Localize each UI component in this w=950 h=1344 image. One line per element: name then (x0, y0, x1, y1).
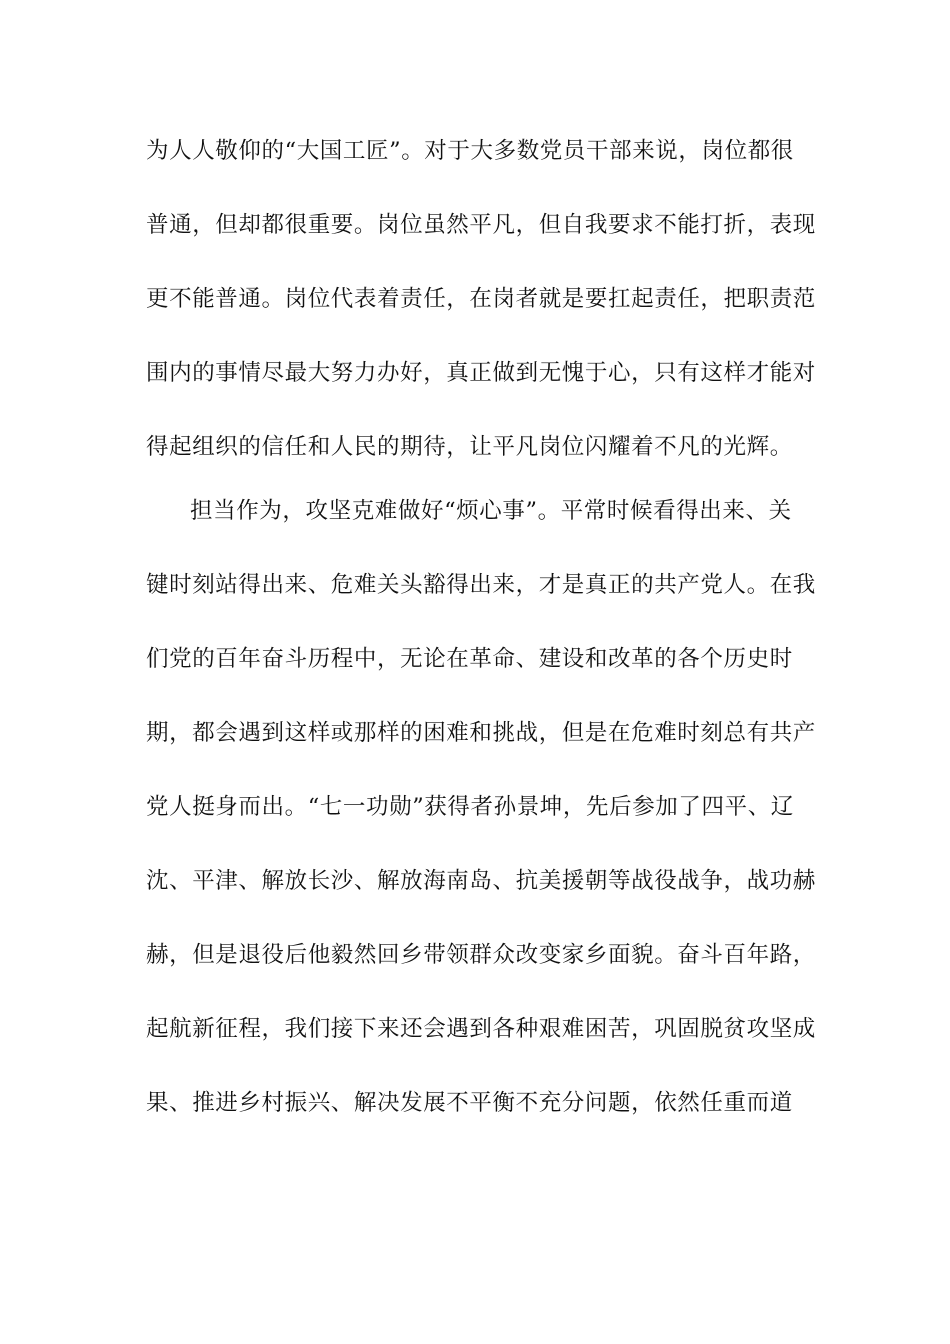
text-line-2: 普通，但却都很重要。岗位虽然平凡，但自我要求不能打折，表现 (146, 212, 816, 238)
text-line-14: 果、推进乡村振兴、解决发展不平衡不充分问题，依然任重而道 (146, 1090, 793, 1116)
text-line-13: 起航新征程，我们接下来还会遇到各种艰难困苦，巩固脱贫攻坚成 (146, 1016, 816, 1042)
text-line-5: 得起组织的信任和人民的期待，让平凡岗位闪耀着不凡的光辉。 (146, 434, 793, 460)
text-line-9: 期，都会遇到这样或那样的困难和挑战，但是在危难时刻总有共产 (146, 720, 816, 746)
text-line-4: 围内的事情尽最大努力办好，真正做到无愧于心，只有这样才能对 (146, 360, 816, 386)
text-line-6-paragraph-start: 担当作为，攻坚克难做好“烦心事”。平常时候看得出来、关 (190, 498, 792, 524)
text-line-12: 赫，但是退役后他毅然回乡带领群众改变家乡面貌。奋斗百年路， (146, 942, 816, 968)
text-line-7: 键时刻站得出来、危难关头豁得出来，才是真正的共产党人。在我 (146, 572, 816, 598)
text-line-8: 们党的百年奋斗历程中，无论在革命、建设和改革的各个历史时 (146, 646, 793, 672)
text-line-11: 沈、平津、解放长沙、解放海南岛、抗美援朝等战役战争，战功赫 (146, 868, 816, 894)
text-line-3: 更不能普通。岗位代表着责任，在岗者就是要扛起责任，把职责范 (146, 286, 816, 312)
text-line-10: 党人挺身而出。“七一功勋”获得者孙景坤，先后参加了四平、辽 (146, 794, 794, 820)
text-line-1: 为人人敬仰的“大国工匠”。对于大多数党员干部来说，岗位都很 (146, 138, 794, 164)
